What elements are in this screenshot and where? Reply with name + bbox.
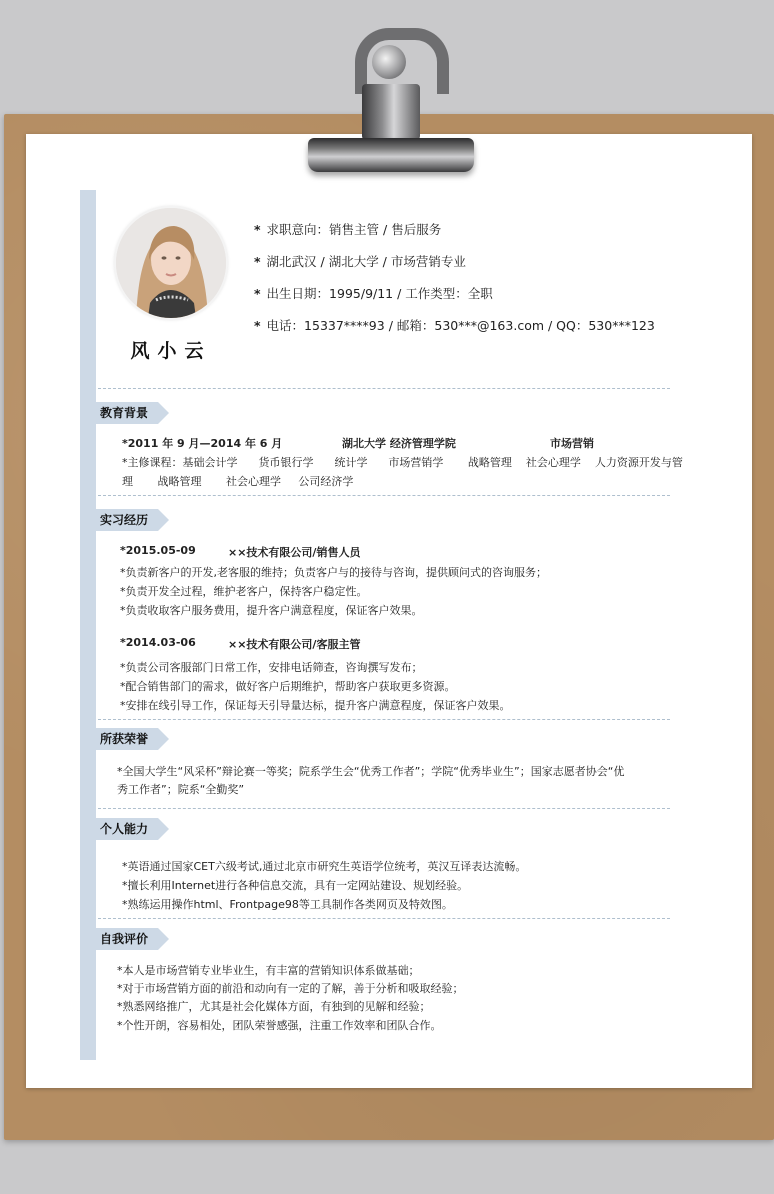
section-honors-heading: 所获荣誉 [96,728,158,750]
divider [98,808,670,809]
job-duty: *配合销售部门的需求，做好客户后期维护，帮助客户获取更多资源。 [120,680,456,693]
job-date: *2014.03-06 [120,636,196,649]
section-education-heading: 教育背景 [96,402,158,424]
self-eval-item: *对于市场营销方面的前沿和动向有一定的了解，善于分析和吸取经验； [117,982,464,995]
education-courses-cont: 理 战略管理 社会心理学 公司经济学 [122,475,354,488]
info-birth: * 出生日期：1995/9/11 / 工作类型：全职 [254,286,493,301]
education-period: *2011 年 9 月—2014 年 6 月 [122,437,283,450]
honors-text-cont: 秀工作者”；院系“全勤奖” [117,783,245,796]
education-courses: *主修课程：基础会计学 货币银行学 统计学 市场营销学 战略管理 社会心理学 人力资源开发与管 [122,456,683,469]
self-eval-item: *个性开朗，容易相处，团队荣誉感强，注重工作效率和团队合作。 [117,1019,442,1032]
divider [98,918,670,919]
self-eval-item: *本人是市场营销专业毕业生，有丰富的营销知识体系做基础； [117,964,420,977]
self-eval-item: *熟悉网络推广，尤其是社会化媒体方面，有独到的见解和经验； [117,1000,431,1013]
info-job-intent: * 求职意向：销售主管 / 售后服务 [254,222,442,237]
skill-item: *擅长利用Internet进行各种信息交流，具有一定网站建设、规划经验。 [122,879,469,892]
section-internship-heading: 实习经历 [96,509,158,531]
job-company: ××技术有限公司/销售人员 [228,546,361,559]
job-duty: *负责新客户的开发,老客服的维持；负责客户与的接待与咨询，提供顾问式的咨询服务； [120,566,547,579]
job-duty: *负责公司客服部门日常工作，安排电话筛查，咨询撰写发布； [120,661,423,674]
divider [98,388,670,389]
bullet-star: * [254,286,261,301]
avatar [116,208,226,318]
info-contact: * 电话：15337****93 / 邮箱：530***@163.com / QQ：530***123 [254,318,655,333]
divider [98,719,670,720]
left-accent-strip [80,190,96,1060]
portrait-image [116,208,226,318]
binder-clip-body [362,84,420,140]
divider [98,495,670,496]
job-duty: *负责开发全过程，维护老客户，保持客户稳定性。 [120,585,368,598]
job-company: ××技术有限公司/客服主管 [228,638,361,651]
binder-clip-base [308,138,474,172]
job-duty: *负责收取客户服务费用，提升客户满意程度，保证客户效果。 [120,604,423,617]
section-skills-heading: 个人能力 [96,818,158,840]
candidate-name: 风小云 [130,340,212,362]
skill-item: *英语通过国家CET六级考试,通过北京市研究生英语学位统考，英汉互译表达流畅。 [122,860,527,873]
education-major: 市场营销 [550,437,594,450]
job-date: *2015.05-09 [120,544,196,557]
info-location: * 湖北武汉 / 湖北大学 / 市场营销专业 [254,254,466,269]
skill-item: *熟练运用操作html、Frontpage98等工具制作各类网页及特效图。 [122,898,453,911]
job-duty: *安排在线引导工作，保证每天引导量达标，提升客户满意程度，保证客户效果。 [120,699,511,712]
bullet-star: * [254,222,261,237]
binder-clip-knob [372,45,406,79]
bullet-star: * [254,318,261,333]
education-school: 湖北大学 经济管理学院 [342,437,456,450]
bullet-star: * [254,254,261,269]
section-self-eval-heading: 自我评价 [96,928,158,950]
honors-text: *全国大学生“风采杯”辩论赛一等奖；院系学生会“优秀工作者”；学院“优秀毕业生”；国家志愿者协会“优 [117,765,625,778]
